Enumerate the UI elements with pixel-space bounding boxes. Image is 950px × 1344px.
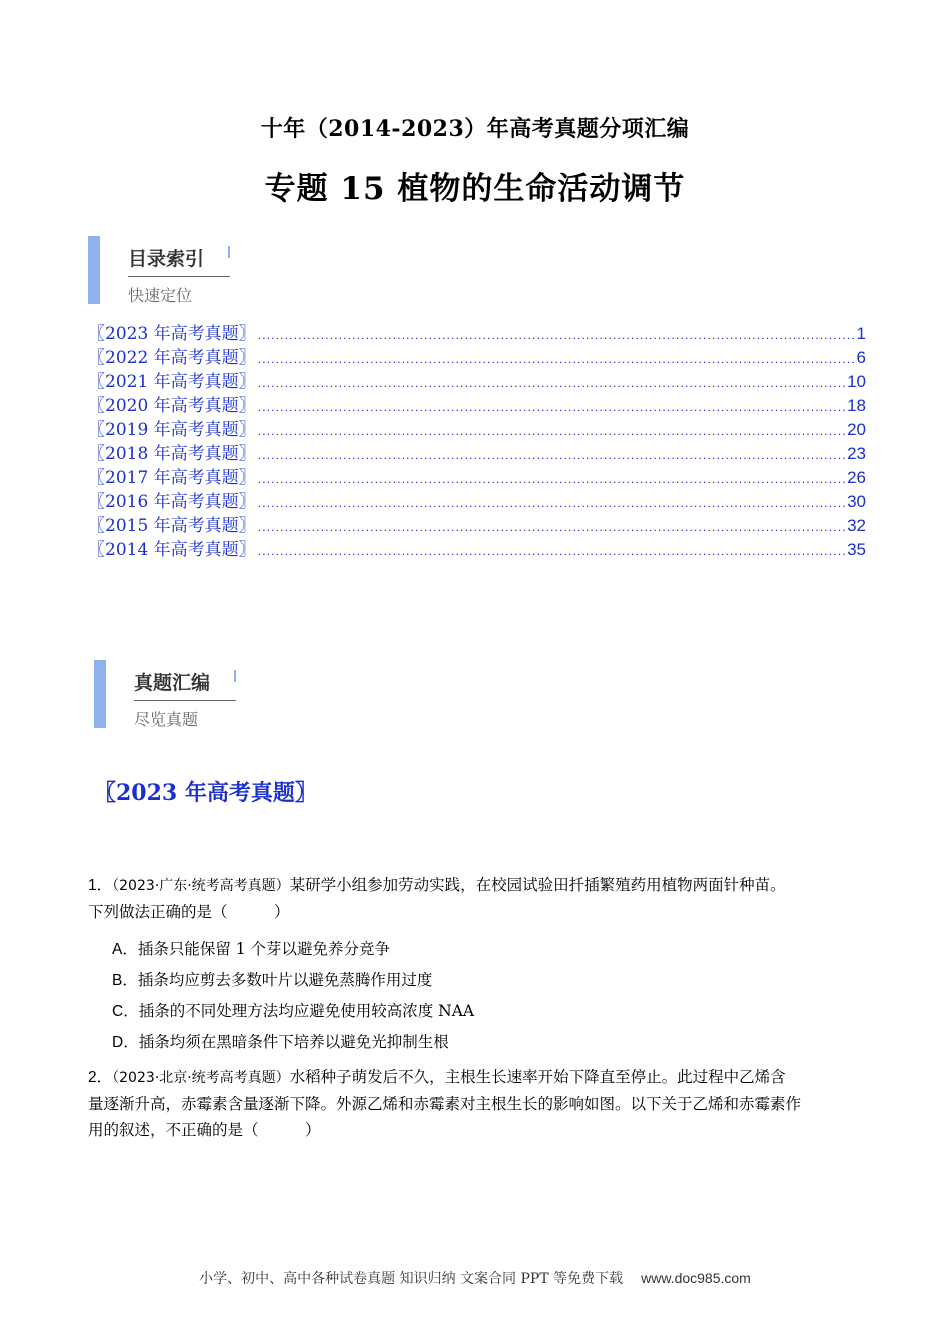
toc-leader: [258, 396, 845, 420]
toc-leader: [258, 444, 845, 468]
question-1-line1: [88, 872, 868, 899]
toc-leader: [258, 516, 845, 540]
toc-entry-page: 35: [847, 540, 866, 559]
question-number: 2．: [88, 1069, 113, 1086]
toc-entry-page: 6: [856, 348, 866, 367]
toc-entry-page: 26: [847, 468, 866, 487]
question-2-line2: 量逐渐升高，赤霉素含量逐渐下降。外源乙烯和赤霉素对主根生长的影响如图。以下关于乙烯和赤霉素作: [88, 1095, 802, 1113]
question-1: [88, 872, 868, 925]
main-badge: [94, 660, 254, 728]
toc-entry-2023[interactable]: [88, 322, 866, 346]
main-badge-sub: 尽览真题: [134, 710, 199, 729]
option-key: D．: [112, 1034, 139, 1051]
toc-entry-label: 〖2022 年高考真题〗: [88, 348, 256, 368]
option-key: C．: [112, 1003, 139, 1020]
toc-entry-page: 32: [847, 516, 866, 535]
question-1-line2: 下列做法正确的是（ ）: [88, 903, 290, 921]
option-d: [112, 1029, 449, 1056]
option-key: A．: [112, 941, 138, 958]
badge-tick: [228, 246, 230, 258]
toc-entry-2018[interactable]: [88, 442, 866, 466]
badge-tick: [234, 670, 236, 682]
option-a: [112, 936, 390, 963]
toc-entry-2022[interactable]: [88, 346, 866, 370]
document-title: 专题 15 植物的生命活动调节: [264, 171, 686, 207]
toc-entry-label: 〖2020 年高考真题〗: [88, 396, 256, 416]
option-b: [112, 967, 432, 994]
toc-entry-label: 〖2014 年高考真题〗: [88, 540, 256, 560]
badge-bar: [88, 236, 100, 304]
badge-rule: [134, 700, 236, 701]
toc-entry-label: 〖2016 年高考真题〗: [88, 492, 256, 512]
toc-entry-label: 〖2021 年高考真题〗: [88, 372, 256, 392]
option-key: B．: [112, 972, 138, 989]
toc-leader: [258, 540, 845, 564]
badge-bar: [94, 660, 106, 728]
badge-rule: [128, 276, 230, 277]
toc-entry-page: 18: [847, 396, 866, 415]
toc-entry-page: 23: [847, 444, 866, 463]
toc-leader: [258, 468, 845, 492]
footer-url[interactable]: www.doc985.com: [641, 1270, 751, 1286]
question-text: 水稻种子萌发后不久，主根生长速率开始下降直至停止。此过程中乙烯含: [289, 1068, 786, 1086]
toc-entry-page: 1: [856, 324, 866, 343]
page-footer: [0, 1268, 950, 1288]
toc-entry-page: 30: [847, 492, 866, 511]
question-source: （2023·广东·统考高考真题）: [112, 878, 290, 894]
toc-entry-label: 〖2015 年高考真题〗: [88, 516, 256, 536]
option-text: 插条的不同处理方法均应避免使用较高浓度 NAA: [138, 1002, 475, 1020]
option-c: [112, 998, 474, 1025]
toc-leader: [258, 420, 845, 444]
toc-entry-2015[interactable]: [88, 514, 866, 538]
toc-entry-page: 10: [847, 372, 866, 391]
document-subtitle: 十年（2014-2023）年高考真题分项汇编: [260, 116, 690, 142]
option-text: 插条均须在黑暗条件下培养以避免光抑制生根: [138, 1033, 449, 1051]
question-2: [88, 1064, 868, 1143]
question-text: 某研学小组参加劳动实践，在校园试验田扦插繁殖药用植物两面针种苗。: [289, 876, 786, 894]
toc-entry-label: 〖2018 年高考真题〗: [88, 444, 256, 464]
toc-entry-2020[interactable]: [88, 394, 866, 418]
toc-entry-2016[interactable]: [88, 490, 866, 514]
toc-badge: [88, 236, 248, 304]
toc-entry-2019[interactable]: [88, 418, 866, 442]
toc-badge-label: 目录索引: [128, 248, 205, 270]
toc-entry-2014[interactable]: [88, 538, 866, 562]
option-text: 插条只能保留 1 个芽以避免养分竞争: [137, 940, 391, 958]
footer-text: 小学、初中、高中各种试卷真题 知识归纳 文案合同 PPT 等免费下载: [199, 1271, 624, 1287]
toc-entry-label: 〖2019 年高考真题〗: [88, 420, 256, 440]
question-2-line3: 用的叙述，不正确的是（ ）: [88, 1121, 321, 1139]
question-2-line1: [88, 1064, 868, 1091]
table-of-contents: [88, 322, 866, 562]
toc-entry-2017[interactable]: [88, 466, 866, 490]
toc-entry-label: 〖2023 年高考真题〗: [88, 324, 256, 344]
toc-leader: [258, 348, 855, 372]
toc-leader: [258, 372, 845, 396]
option-text: 插条均应剪去多数叶片以避免蒸腾作用过度: [137, 971, 433, 989]
main-badge-label: 真题汇编: [134, 672, 211, 694]
toc-entry-2021[interactable]: [88, 370, 866, 394]
toc-entry-label: 〖2017 年高考真题〗: [88, 468, 256, 488]
toc-badge-sub: 快速定位: [128, 286, 193, 305]
question-source: （2023·北京·统考高考真题）: [112, 1070, 290, 1086]
toc-entry-page: 20: [847, 420, 866, 439]
question-number: 1．: [88, 877, 113, 894]
toc-leader: [258, 492, 845, 516]
toc-leader: [258, 324, 855, 348]
section-heading: 〖2023 年高考真题〗: [94, 780, 317, 806]
